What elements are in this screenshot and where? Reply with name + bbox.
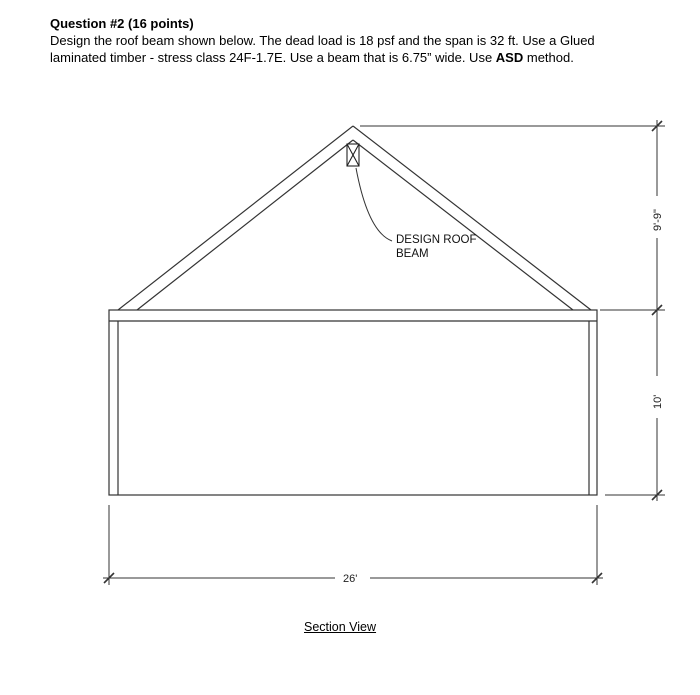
callout-leader — [356, 168, 392, 241]
rafter-right-inner — [353, 140, 573, 310]
rafter-left-inner — [137, 140, 353, 310]
wall-frame — [109, 310, 597, 495]
width-dimension-label: 26' — [343, 573, 358, 585]
rafter-left-outer — [118, 126, 353, 310]
roof-rafters — [118, 126, 591, 310]
wall-height-label: 10' — [652, 394, 664, 409]
question-title: Question #2 (16 points) — [50, 16, 194, 31]
asd-emphasis: ASD — [495, 50, 524, 65]
ridge-beam-symbol — [347, 144, 359, 166]
section-view-caption: Section View — [304, 620, 377, 634]
roof-height-label: 9'-9" — [652, 209, 664, 231]
wall-outline — [109, 310, 597, 495]
rafter-right-outer — [353, 126, 591, 310]
question-line-2-text: laminated timber - stress class 24F-1.7E. Use a beam that is 6.75” wide. Use — [50, 50, 496, 65]
question-line-1: Design the roof beam shown below. The dead load is 18 psf and the span is 32 ft. Use a Glued — [50, 33, 595, 48]
question-line-2-end: method. — [523, 50, 574, 65]
callout-label-line-1: DESIGN ROOF — [396, 234, 477, 246]
callout-label-line-2: BEAM — [396, 248, 429, 260]
